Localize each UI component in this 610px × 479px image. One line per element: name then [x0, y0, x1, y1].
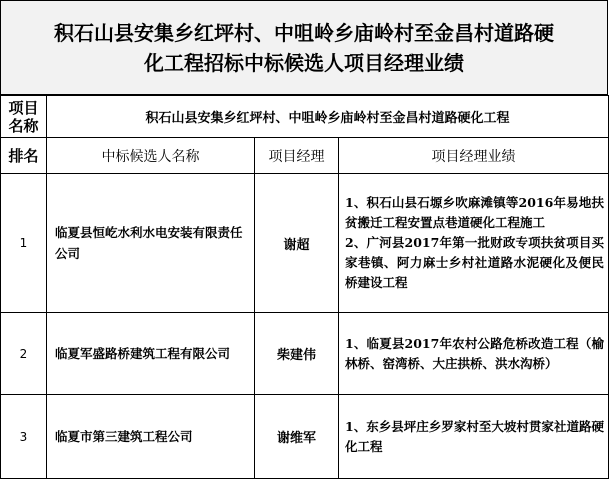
title-line-2: 化工程招标中标候选人项目经理业绩: [144, 50, 464, 75]
header-candidate: 中标候选人名称: [47, 138, 255, 174]
performance-cell: 1、临夏县2017年农村公路危桥改造工程（榆林桥、窑湾桥、大庄拱桥、洪水沟桥）: [339, 313, 609, 395]
manager-cell: 谢维军: [255, 395, 339, 479]
title-line-1: 积石山县安集乡红坪村、中咀岭乡庙岭村至金昌村道路硬: [54, 20, 554, 45]
project-row: [1, 96, 609, 138]
header-performance: 项目经理业绩: [339, 138, 609, 174]
rank-cell: 1: [1, 174, 47, 313]
document-title: [0, 0, 608, 95]
candidate-cell: 临夏县恒屹水利水电安装有限责任公司: [47, 174, 255, 313]
candidate-cell: 临夏军盛路桥建筑工程有限公司: [47, 313, 255, 395]
performance-cell: 1、积石山县石塬乡吹麻滩镇等2016年易地扶贫搬迁工程安置点巷道硬化工程施工 2、广河县2017年第一批财政专项扶贫项目买家巷镇、阿力麻士乡村社道路水泥硬化及便民桥建设工程: [339, 174, 609, 313]
rank-cell: 2: [1, 313, 47, 395]
project-name: 积石山县安集乡红坪村、中咀岭乡庙岭村至金昌村道路硬化工程: [47, 96, 609, 138]
results-table: [0, 95, 609, 479]
performance-cell: 1、东乡县坪庄乡罗家村至大坡村贯家社道路硬化工程: [339, 395, 609, 479]
manager-cell: 谢超: [255, 174, 339, 313]
manager-cell: 柴建伟: [255, 313, 339, 395]
table-row: [1, 174, 609, 313]
header-rank: 排名: [1, 138, 47, 174]
rank-cell: 3: [1, 395, 47, 479]
table-row: [1, 395, 609, 479]
table-row: [1, 313, 609, 395]
header-manager: 项目经理: [255, 138, 339, 174]
candidate-cell: 临夏市第三建筑工程公司: [47, 395, 255, 479]
project-label: 项目名称: [1, 96, 47, 138]
header-row: [1, 138, 609, 174]
